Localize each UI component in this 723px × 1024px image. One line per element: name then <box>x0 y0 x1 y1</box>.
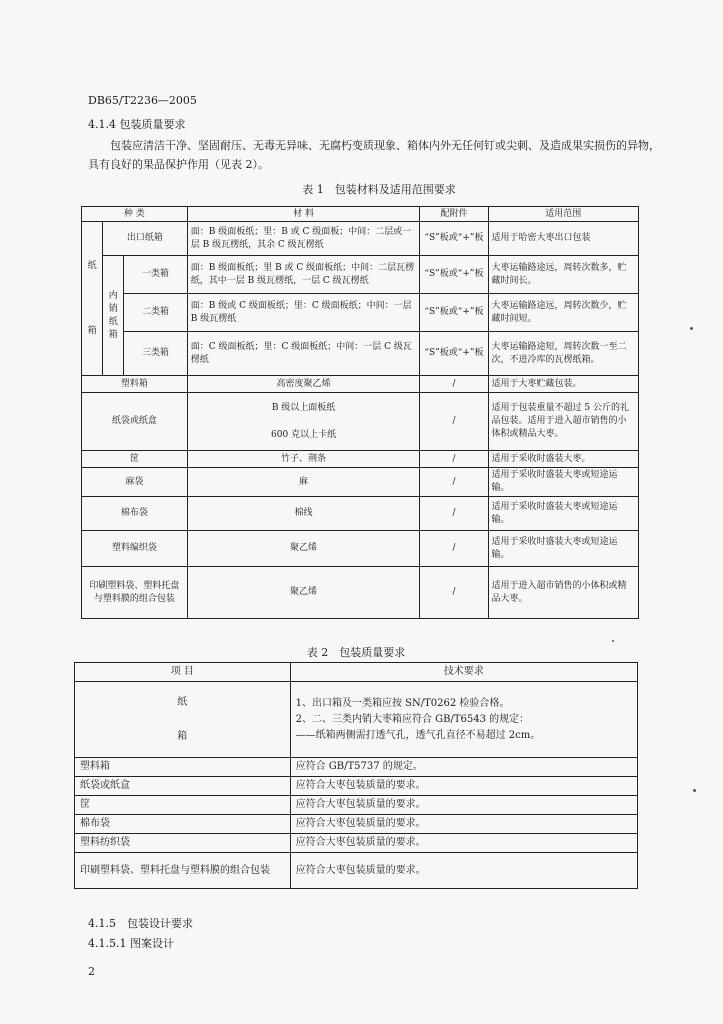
page-number: 2 <box>88 965 95 978</box>
table-cell: 塑料编织袋 <box>82 531 188 567</box>
scan-speck <box>612 640 614 642</box>
table-cell: 棉线 <box>187 497 420 531</box>
table1-header-scope: 适用范围 <box>488 207 638 222</box>
table-cell: 适用于采收时盛装大枣或短途运输。 <box>488 468 638 497</box>
inner-char: 纸 <box>108 316 118 327</box>
table-cell: 印刷塑料袋、塑料托盘与塑料膜的组合包装 <box>75 853 291 889</box>
section-heading-4-1-5-1: 4.1.5.1 图案设计 <box>88 937 174 950</box>
table-cell: “S”板或“+”板 <box>420 332 488 376</box>
table-cell: 聚乙烯 <box>187 531 420 567</box>
inner-box-group-label <box>103 256 124 376</box>
table-cell: 适用于采收时盛装大枣。 <box>488 451 638 468</box>
table-cell: 适用于进入超市销售的小体积或精品大枣。 <box>488 567 638 619</box>
box-item-char: 箱 <box>177 730 188 742</box>
table-cell: 麻 <box>187 468 420 497</box>
table-cell: 棉布袋 <box>75 815 291 834</box>
table1-header-fitting: 配附件 <box>420 207 488 222</box>
table-cell <box>187 393 420 451</box>
table-cell: 大枣运输路途短，周转次数一至二次，不进冷库的瓦楞纸箱。 <box>488 332 638 376</box>
table-cell: 大枣运输路途远，周转次数少，贮藏时间短。 <box>488 294 638 332</box>
group-char-paper: 纸 <box>87 260 97 271</box>
table2-header-item: 项 目 <box>75 663 291 682</box>
table-cell: 出口纸箱 <box>103 222 188 256</box>
scan-speck <box>690 327 693 330</box>
material-line: B 级以上面板纸 <box>271 402 336 413</box>
table1-header-material: 材 料 <box>187 207 420 222</box>
table1-caption: 表 1 包装材料及适用范围要求 <box>302 183 456 196</box>
table-cell: 适用于采收时盛装大枣或短途运输。 <box>488 531 638 567</box>
table-cell: / <box>420 567 488 619</box>
req-line: ——纸箱两侧需打透气孔，透气孔直径不易超过 2cm。 <box>295 729 541 741</box>
table-cell: 棉布袋 <box>82 497 188 531</box>
group-char-box: 箱 <box>87 325 97 336</box>
table-cell: 应符合大枣包装质量的要求。 <box>290 853 637 889</box>
table-cell: / <box>420 451 488 468</box>
table-cell: 塑料纺织袋 <box>75 834 291 853</box>
table2-header-req: 技术要求 <box>290 663 637 682</box>
table1-header-kind: 种 类 <box>82 207 188 222</box>
scan-speck <box>693 789 696 792</box>
table-cell: 筐 <box>75 796 291 815</box>
material-line: 600 克以上卡纸 <box>271 429 337 440</box>
table-cell: 应符合大枣包装质量的要求。 <box>290 834 637 853</box>
table-cell: 应符合 GB/T5737 的规定。 <box>290 758 637 777</box>
table-cell: 麻袋 <box>82 468 188 497</box>
inner-char: 箱 <box>108 329 118 340</box>
table-cell: “S”板或“+”板 <box>420 294 488 332</box>
inner-char: 内 <box>108 290 118 301</box>
table-cell: 二类箱 <box>124 294 187 332</box>
table-cell: 筐 <box>82 451 188 468</box>
req-line: 1、出口箱及一类箱应按 SN/T0262 检验合格。 <box>295 697 510 709</box>
table-cell <box>75 682 291 758</box>
table-cell: 适用于哈密大枣出口包装 <box>488 222 638 256</box>
table-cell: / <box>420 393 488 451</box>
table-cell: 高密度聚乙烯 <box>187 376 420 393</box>
table-cell <box>290 682 637 758</box>
paper-item-char: 纸 <box>177 696 188 708</box>
table-cell: 适用于大枣贮藏包装。 <box>488 376 638 393</box>
table-cell: 纸袋或纸盒 <box>82 393 188 451</box>
table-cell: 应符合大枣包装质量的要求。 <box>290 777 637 796</box>
body-paragraph: 包装应清洁干净、坚固耐压、无毒无异味、无腐朽变质现象、箱体内外无任何钉或尖刺、及造成果实损伤的异物，具有良好的果品保护作用（见表 2）。 <box>88 139 660 171</box>
inner-char: 销 <box>108 303 118 314</box>
packaging-quality-table <box>74 662 638 889</box>
table-cell: 聚乙烯 <box>187 567 420 619</box>
table-cell: 一类箱 <box>124 256 187 294</box>
table-cell: / <box>420 468 488 497</box>
table-cell: 塑料箱 <box>82 376 188 393</box>
paper-box-group-label <box>82 222 103 376</box>
req-line: 2、二、三类内销大枣箱应符合 GB/T6543 的规定： <box>295 713 530 725</box>
table-cell: 三类箱 <box>124 332 187 376</box>
table-cell: / <box>420 497 488 531</box>
table-cell: / <box>420 376 488 393</box>
table-cell: 面：B 级或 C 级面板纸；里：C 级面板纸；中间：一层 B 级瓦楞纸 <box>187 294 420 332</box>
table-cell: 面：B 级面板纸；里：B 或 C 级面板；中间：二层或一层 B 级瓦楞纸，其余 C 级瓦楞纸 <box>187 222 420 256</box>
section-heading-4-1-4: 4.1.4 包装质量要求 <box>88 118 186 131</box>
table-cell: 塑料箱 <box>75 758 291 777</box>
packaging-materials-table <box>81 206 639 619</box>
table-cell: 适用于包装重量不超过 5 公斤的礼品包装。适用于进入超市销售的小体积或精品大枣。 <box>488 393 638 451</box>
document-header: DB65/T2236—2005 <box>88 94 197 107</box>
table2-caption: 表 2 包装质量要求 <box>306 646 406 659</box>
table-cell: “S”板或“+”板 <box>420 256 488 294</box>
table-cell: 应符合大枣包装质量的要求。 <box>290 815 637 834</box>
table-cell: / <box>420 531 488 567</box>
table-cell: “S”板或“+”板 <box>420 222 488 256</box>
table-cell: 印刷塑料袋、塑料托盘与塑料膜的组合包装 <box>82 567 188 619</box>
table-cell: 面：B 级面板纸；里 B 或 C 级面板纸；中间：二层瓦楞纸，其中一层 B 级瓦楞纸，一层 C 级瓦楞纸 <box>187 256 420 294</box>
table-cell: 大枣运输路途远，周转次数多，贮藏时间长。 <box>488 256 638 294</box>
table-cell: 竹子、荆条 <box>187 451 420 468</box>
table-cell: 面：C 级面板纸；里：C 级面板纸；中间：一层 C 级瓦楞纸 <box>187 332 420 376</box>
table-cell: 适用于采收时盛装大枣或短途运输。 <box>488 497 638 531</box>
table-cell: 纸袋或纸盒 <box>75 777 291 796</box>
table-cell: 应符合大枣包装质量的要求。 <box>290 796 637 815</box>
section-heading-4-1-5: 4.1.5 包装设计要求 <box>88 917 193 930</box>
